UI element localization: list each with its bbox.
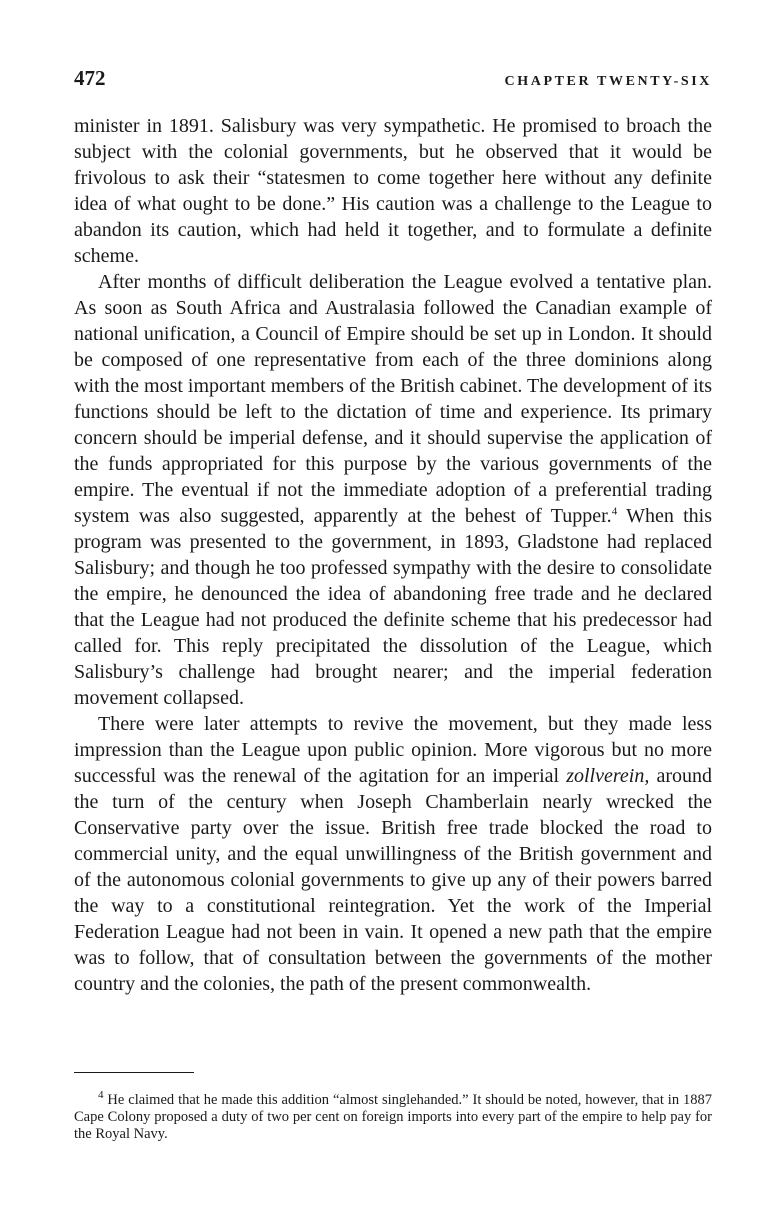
running-header (74, 66, 712, 94)
paragraph-1: minister in 1891. Salisbury was very sympathetic. He promised to broach the subject with the colonial governments, but he observed that it would be frivolous to ask their “statesmen to come together here without any definite idea of what ought to be done.” His caution was a challenge to the League to abandon its caution, which had held it together, and to formulate a definite scheme. (74, 115, 712, 267)
body-text (74, 113, 712, 997)
footnote (74, 1089, 712, 1143)
paragraph-2 (74, 269, 712, 711)
footnote-reference: 4 (611, 505, 618, 518)
paragraph-3-continued: around the turn of the century when Joseph Chamberlain nearly wrecked the Conservative party over the issue. British free trade blocked the road to commercial unity, and the equal unwillingness of the British government and of the autonomous colonial governments to give up any of their powers barred the way to a constitutional reintegration. Yet the work of the Imperial Federation League had not been in vain. It opened a new path that the empire was to follow, that of consultation between the governments of the mother country and the colonies, the path of the present commonwealth. (74, 765, 712, 995)
paragraph-2-continued: When this program was presented to the government, in 1893, Gladstone had replaced Salisbury; and though he too professed sympathy with the desire to consolidate the empire, he denounced the idea of abandoning free trade and he declared that the League had not produced the definite scheme that his predecessor had called for. This reply precipitated the dissolution of the League, which Salisbury’s challenge had brought nearer; and the imperial federation movement collapsed. (74, 505, 712, 709)
footnote-divider (74, 1072, 194, 1073)
footnote-marker: 4 (98, 1089, 104, 1102)
paragraph-3 (74, 711, 712, 997)
paragraph-3-text: There were later attempts to revive the movement, but they made less impression than the League upon public opinion. More vigorous but no more successful was the renewal of the agitation for an imperial (74, 713, 712, 787)
italic-term: zollverein, (566, 765, 650, 787)
footnote-text: He claimed that he made this addition “almost singlehanded.” It should be noted, however, that in 1887 Cape Colony proposed a duty of two per cent on foreign imports into every part of the empire to help pay for the Royal Navy. (74, 1092, 712, 1142)
chapter-title: CHAPTER TWENTY-SIX (504, 74, 712, 89)
page-number: 472 (74, 66, 106, 90)
paragraph-2-text: After months of difficult deliberation the League evolved a tentative plan. As soon as South Africa and Australasia followed the Canadian example of national unification, a Council of Empire should be set up in London. It should be composed of one representative from each of the three dominions along with the most important members of the British cabinet. The development of its functions should be left to the dictation of time and experience. Its primary concern should be imperial defense, and it should supervise the application of the funds appropriated for this purpose by the various governments of the empire. The eventual if not the immediate adoption of a preferential trading system was also suggested, apparently at the behest of Tupper. (74, 271, 712, 527)
